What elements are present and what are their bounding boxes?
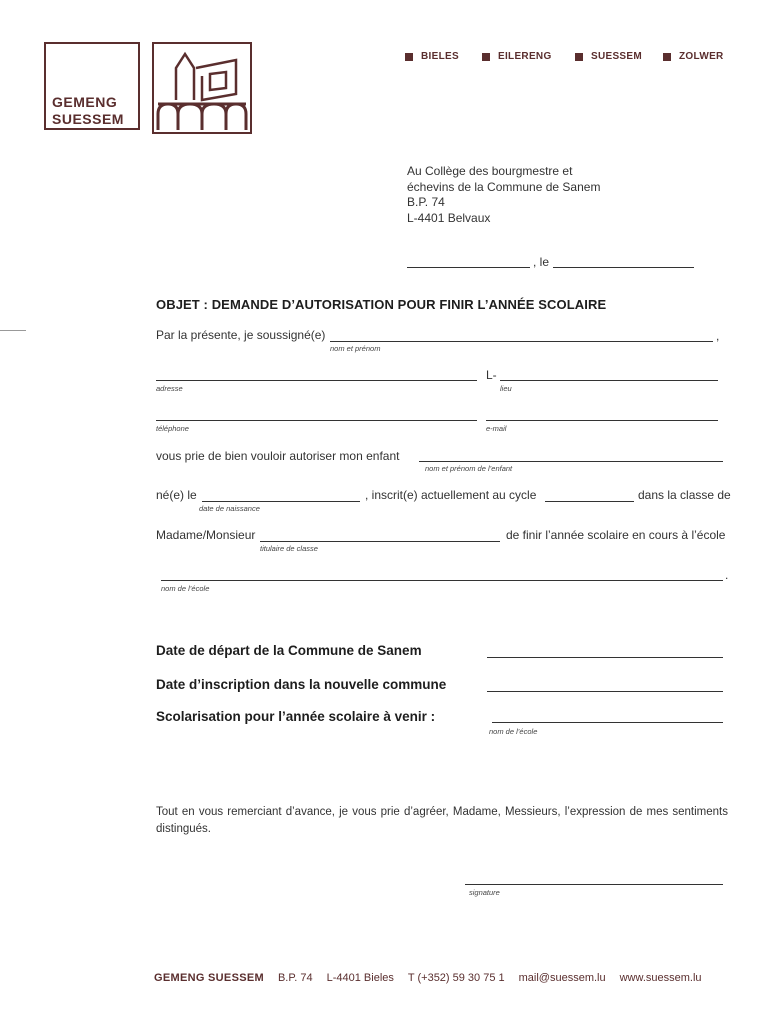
school-period: .: [725, 568, 729, 582]
birth-date-caption: date de naissance: [199, 504, 260, 513]
nav-item-bieles: [405, 51, 459, 62]
place-date-separator: , le: [533, 255, 550, 269]
teacher-field[interactable]: [260, 541, 500, 542]
nav-item-zolwer: [663, 51, 724, 62]
teacher-caption: titulaire de classe: [260, 544, 318, 553]
logo-line-1: GEMENG: [52, 94, 118, 110]
nav-bullet-icon: [663, 53, 671, 61]
margin-fold-mark: [0, 330, 26, 331]
ask-text: vous prie de bien vouloir autoriser mon enfant: [156, 449, 400, 463]
recipient-line: L-4401 Belvaux: [407, 210, 491, 225]
footer: [154, 972, 702, 984]
school-field[interactable]: [161, 580, 723, 581]
footer-po-box: B.P. 74: [277, 972, 313, 984]
departure-field[interactable]: [487, 657, 723, 658]
school-caption: nom de l’école: [161, 584, 210, 593]
cycle-field[interactable]: [545, 501, 634, 502]
born-text: né(e) le: [156, 488, 197, 502]
nav-bullet-icon: [482, 53, 490, 61]
recipient-line: Au Collège des bourgmestre et: [407, 164, 573, 178]
birth-date-field[interactable]: [202, 501, 360, 502]
recipient-address: [407, 164, 600, 226]
departure-label: Date de départ de la Commune de Sanem: [156, 643, 422, 658]
name-caption: nom et prénom: [330, 344, 381, 353]
email-caption: e-mail: [486, 424, 507, 433]
date-field[interactable]: [553, 267, 694, 268]
recipient-line: échevins de la Commune de Sanem: [407, 179, 601, 194]
name-field[interactable]: [330, 341, 713, 342]
footer-postal: L-4401 Bieles: [326, 972, 394, 984]
nav-item-eilereng: [482, 51, 552, 62]
footer-email[interactable]: mail@suessem.lu: [518, 972, 606, 984]
address-field[interactable]: [156, 380, 477, 381]
intro-text: Par la présente, je soussigné(e): [156, 328, 326, 342]
signature-field[interactable]: [465, 884, 723, 885]
schooling-label: Scolarisation pour l’année scolaire à venir :: [156, 709, 436, 724]
registration-field[interactable]: [487, 691, 723, 692]
footer-org: GEMENG SUESSEM: [154, 972, 264, 984]
locality-prefix: L-: [486, 368, 497, 382]
schooling-caption: nom de l’école: [489, 727, 538, 736]
finish-text: de finir l’année scolaire en cours à l’école: [506, 528, 726, 542]
child-name-field[interactable]: [419, 461, 723, 462]
subject-heading: OBJET : DEMANDE D’AUTORISATION POUR FINIR L’ANNÉE SCOLAIRE: [156, 297, 607, 312]
footer-phone: T (+352) 59 30 75 1: [407, 972, 505, 984]
nav-bullet-icon: [405, 53, 413, 61]
email-field[interactable]: [486, 420, 718, 421]
closing-paragraph: Tout en vous remerciant d’avance, je vous prie d’agréer, Madame, Messieurs, l’expression de mes sentiments distingués.: [156, 806, 728, 835]
schooling-field[interactable]: [492, 722, 723, 723]
enrolled-text: , inscrit(e) actuellement au cycle: [365, 488, 537, 502]
registration-label: Date d’inscription dans la nouvelle commune: [156, 677, 447, 692]
logo-line-2: SUESSEM: [52, 111, 124, 127]
nav-item-suessem: [575, 51, 642, 62]
teacher-text: Madame/Monsieur: [156, 528, 256, 542]
class-text: dans la classe de: [638, 488, 731, 502]
signature-caption: signature: [469, 888, 500, 897]
child-name-caption: nom et prénom de l’enfant: [425, 464, 513, 473]
locality-caption: lieu: [500, 384, 512, 393]
phone-field[interactable]: [156, 420, 477, 421]
nav-bullet-icon: [575, 53, 583, 61]
locality-field[interactable]: [500, 380, 718, 381]
recipient-line: B.P. 74: [407, 195, 445, 209]
place-field[interactable]: [407, 267, 530, 268]
commune-emblem-icon: [152, 42, 252, 134]
footer-website[interactable]: www.suessem.lu: [619, 972, 702, 984]
intro-comma: ,: [716, 329, 720, 343]
phone-caption: téléphone: [156, 424, 189, 433]
commune-logo-text: [52, 94, 124, 128]
nav-label: EILERENG: [498, 51, 552, 62]
nav-label: SUESSEM: [591, 51, 643, 62]
nav-label: BIELES: [421, 51, 459, 62]
address-caption: adresse: [156, 384, 183, 393]
nav-label: ZOLWER: [679, 51, 724, 62]
